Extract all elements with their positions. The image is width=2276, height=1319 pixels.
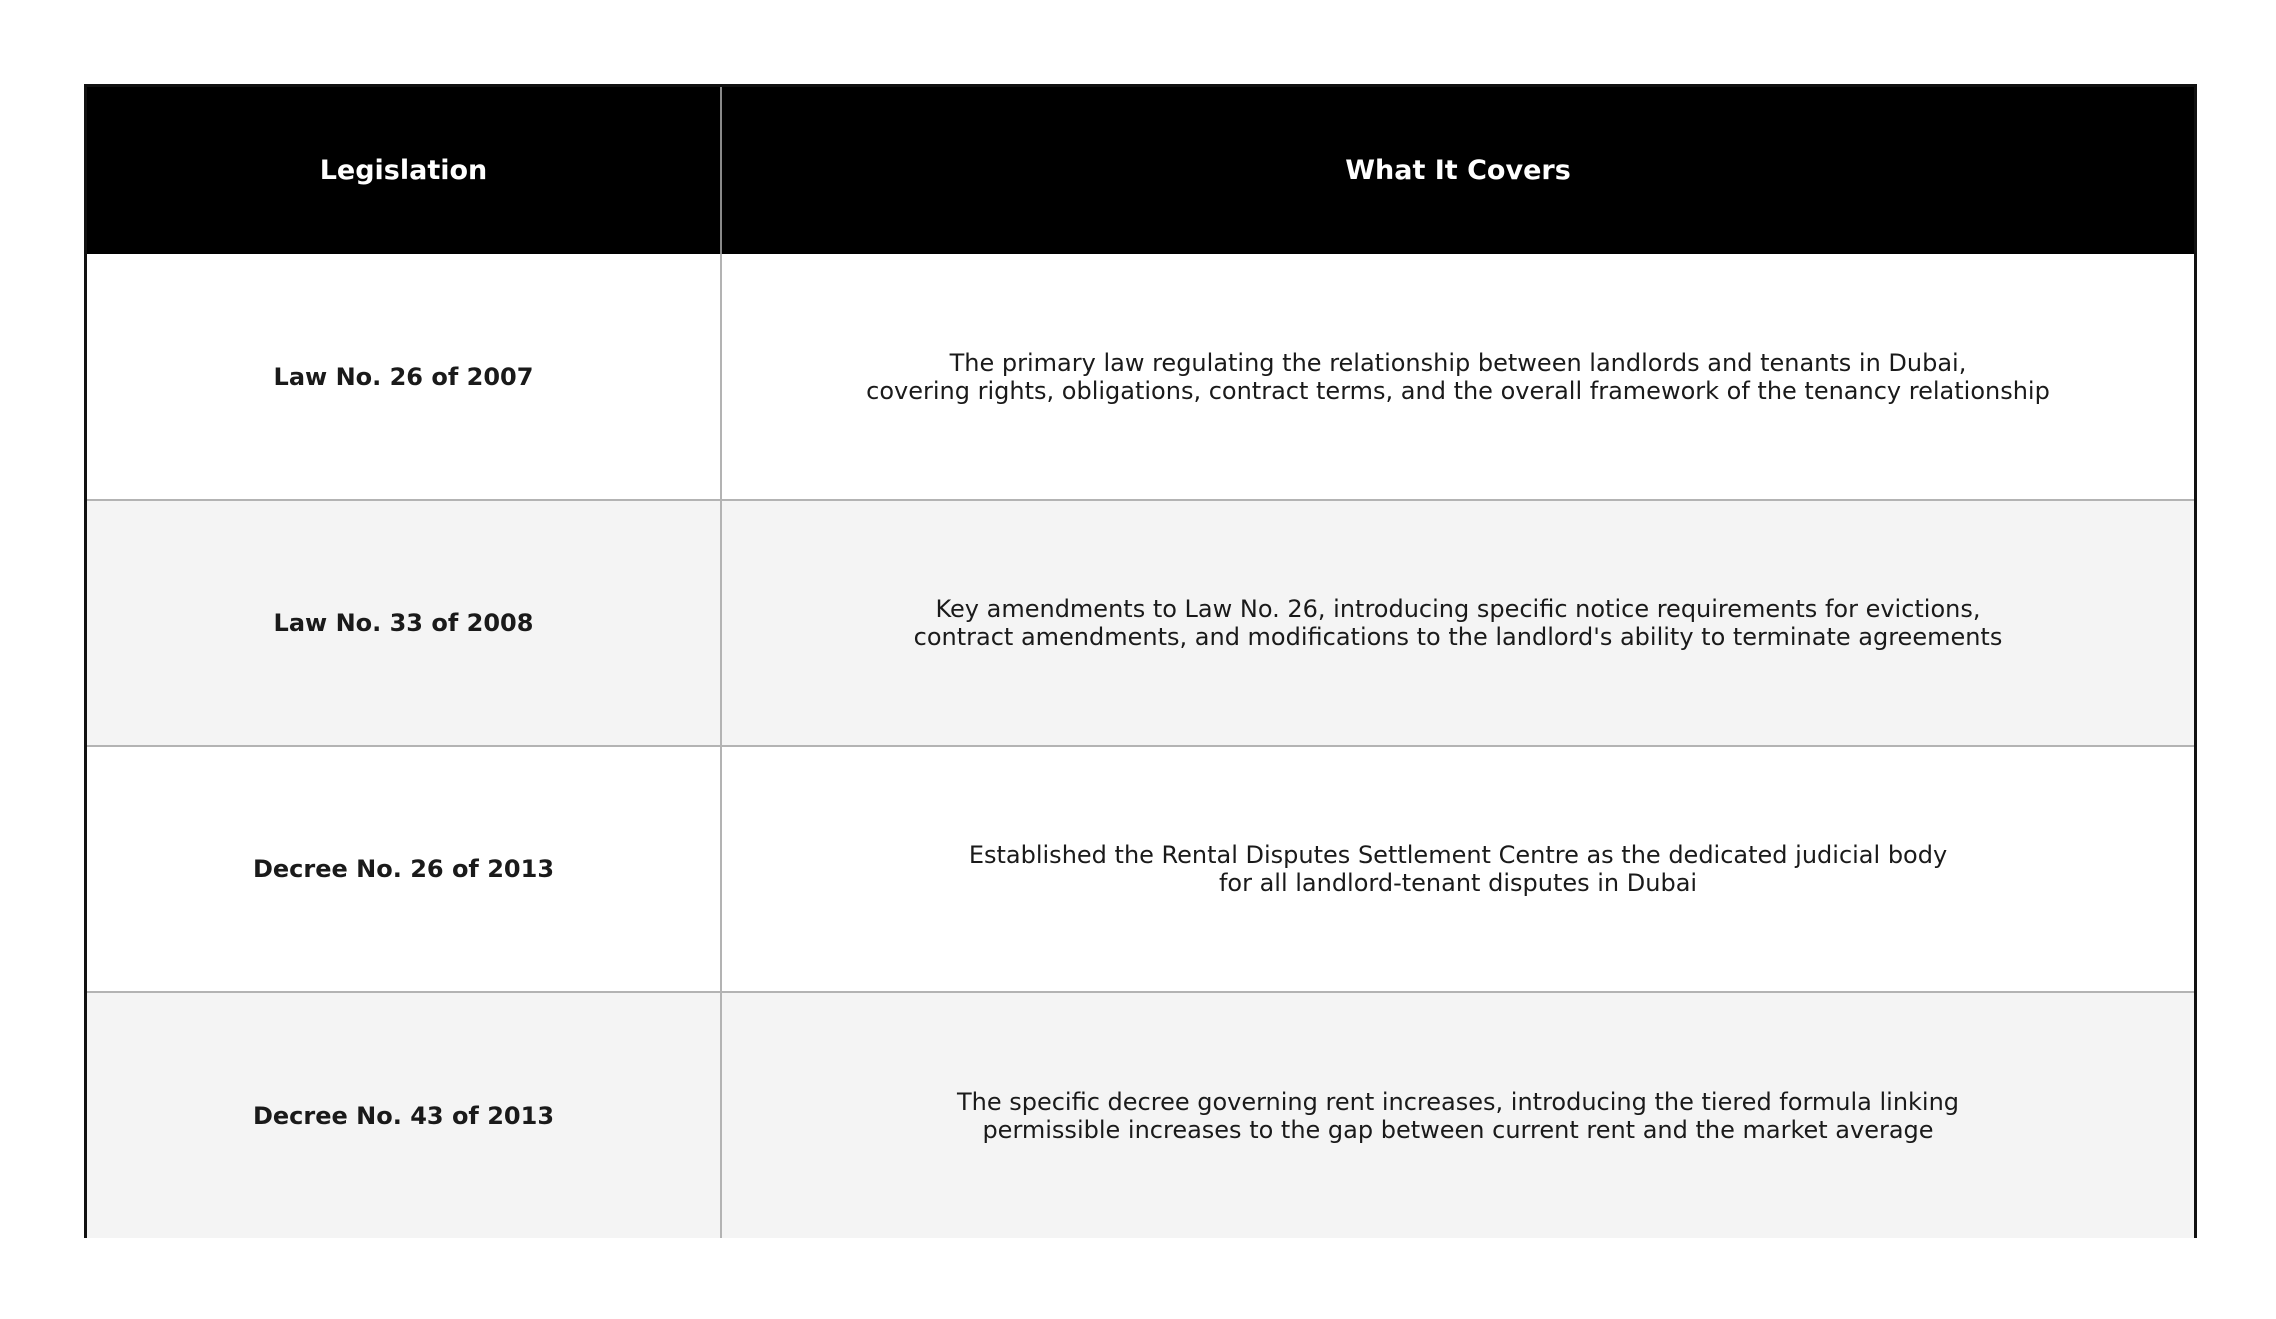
column-header-what-it-covers: What It Covers bbox=[721, 87, 2194, 254]
covers-line: for all landlord-tenant disputes in Dubai bbox=[1218, 869, 1698, 897]
covers-cell bbox=[721, 254, 2194, 500]
table-header-row bbox=[87, 87, 2194, 254]
legislation-cell: Decree No. 43 of 2013 bbox=[87, 992, 721, 1238]
covers-line: permissible increases to the gap between current rent and the market average bbox=[982, 1115, 1934, 1144]
legislation-cell: Law No. 33 of 2008 bbox=[87, 500, 721, 746]
covers-cell bbox=[721, 500, 2194, 746]
covers-line: contract amendments, and modifications to the landlord's ability to terminate agreements bbox=[913, 623, 2003, 651]
table-row bbox=[87, 500, 2194, 746]
legislation-table bbox=[87, 87, 2194, 1238]
covers-line: The specific decree governing rent increases, introducing the tiered formula linking bbox=[956, 1087, 1960, 1116]
legislation-cell: Law No. 26 of 2007 bbox=[87, 254, 721, 500]
covers-line: Key amendments to Law No. 26, introducing specific notice requirements for evictions, bbox=[935, 595, 1981, 623]
covers-line: covering rights, obligations, contract terms, and the overall framework of the tenancy relationship bbox=[866, 376, 2050, 405]
covers-line: Established the Rental Disputes Settlement Centre as the dedicated judicial body bbox=[968, 841, 1948, 869]
column-header-legislation: Legislation bbox=[87, 87, 721, 254]
covers-cell bbox=[721, 746, 2194, 992]
covers-cell bbox=[721, 992, 2194, 1238]
legislation-table-frame bbox=[84, 84, 2197, 1238]
table-row bbox=[87, 992, 2194, 1238]
table-row bbox=[87, 746, 2194, 992]
legislation-cell: Decree No. 26 of 2013 bbox=[87, 746, 721, 992]
covers-line: The primary law regulating the relationship between landlords and tenants in Dubai, bbox=[949, 348, 1967, 377]
table-row bbox=[87, 254, 2194, 500]
